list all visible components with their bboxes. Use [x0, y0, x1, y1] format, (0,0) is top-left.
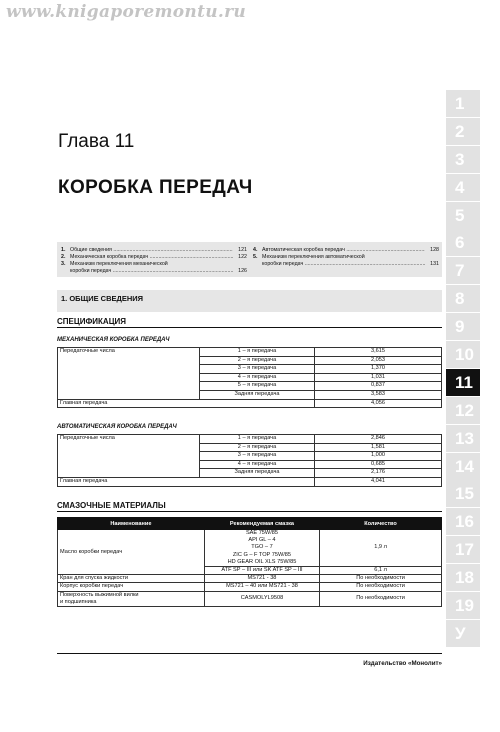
chapter-tab[interactable]: 8 [446, 285, 480, 312]
toc-title: Механическая коробка передач [70, 254, 149, 260]
lubricant-quantity: 6,1 л [320, 567, 442, 575]
chapter-tab-active[interactable]: 11 [446, 369, 480, 396]
value-cell: 2,846 [315, 435, 442, 444]
toc-item[interactable] [61, 261, 247, 268]
section-header [57, 290, 442, 312]
chapter-tab[interactable]: 10 [446, 341, 480, 368]
grade-line: TGO – 7 [251, 544, 273, 551]
toc-page: 121 [238, 247, 247, 253]
toc-page: 128 [430, 247, 439, 253]
ratio-label: Передаточные числа [58, 348, 200, 400]
ratio-label: Передаточные числа [58, 435, 200, 478]
table-row [58, 348, 442, 357]
toc-title: Механизм переключения автоматической [262, 254, 365, 260]
value-cell: 1,370 [315, 365, 442, 374]
gear-cell: 3 – я передача [200, 452, 315, 461]
column-header: Наименование [58, 518, 205, 530]
table-row [58, 435, 442, 444]
toc-column-right [253, 247, 439, 268]
chapter-tab[interactable]: 5 [446, 202, 480, 229]
chapter-tab[interactable]: 4 [446, 174, 480, 201]
value-cell: 2,176 [315, 469, 442, 478]
gear-cell: Задняя передача [200, 390, 315, 399]
toc-title: Механизм переключения механической [70, 261, 168, 267]
table-of-contents [57, 242, 442, 277]
grade-line: SAE 75W/85 [245, 530, 278, 536]
lubricant-name: Кран для спуска жидкости [58, 575, 205, 583]
column-header: Рекомендуемая смазка [204, 518, 319, 530]
toc-number: 1. [61, 247, 66, 253]
column-header: Количество [320, 518, 442, 530]
lubricant-grade: MS721 - 38 [204, 575, 319, 583]
table-row [58, 583, 442, 591]
chapter-tab[interactable]: 15 [446, 480, 480, 507]
gear-cell: 5 – я передача [200, 382, 315, 391]
toc-title: Общие сведения [70, 247, 112, 253]
value-cell: 3,583 [315, 390, 442, 399]
chapter-tab[interactable]: 7 [446, 257, 480, 284]
toc-page: 122 [238, 254, 247, 260]
main-gear-label: Главная передача [58, 477, 315, 486]
gear-cell: 1 – я передача [200, 348, 315, 357]
publisher: Издательство «Монолит» [363, 660, 442, 667]
toc-item[interactable] [253, 247, 439, 254]
manual-gearbox-caption: МЕХАНИЧЕСКАЯ КОРОБКА ПЕРЕДАЧ [57, 337, 170, 343]
chapter-tab[interactable]: 3 [446, 146, 480, 173]
gear-cell: 2 – я передача [200, 356, 315, 365]
table-row [58, 591, 442, 606]
toc-number: 4. [253, 247, 258, 253]
chapter-tab[interactable]: 12 [446, 397, 480, 424]
toc-title-continued: коробки передач [262, 261, 304, 267]
name-line: и подшипника [60, 598, 97, 605]
toc-number: 3. [61, 261, 66, 267]
lubricant-quantity: По необходимости [320, 583, 442, 591]
gear-cell: 1 – я передача [200, 435, 315, 444]
value-cell: 1,000 [315, 452, 442, 461]
chapter-tab[interactable]: 19 [446, 592, 480, 619]
chapter-tab[interactable]: 16 [446, 508, 480, 535]
table-header-row [58, 518, 442, 530]
value-cell: 3,615 [315, 348, 442, 357]
toc-item[interactable] [61, 247, 247, 254]
manual-gearbox-table [57, 347, 442, 408]
value-cell: 1,031 [315, 373, 442, 382]
chapter-title: КОРОБКА ПЕРЕДАЧ [58, 177, 253, 198]
automatic-gearbox-caption: АВТОМАТИЧЕСКАЯ КОРОБКА ПЕРЕДАЧ [57, 424, 177, 430]
gear-cell: 4 – я передача [200, 373, 315, 382]
toc-page: 131 [430, 261, 439, 267]
chapter-tab[interactable]: 14 [446, 453, 480, 480]
specification-heading: СПЕЦИФИКАЦИЯ [57, 317, 442, 328]
chapter-tab[interactable]: 13 [446, 425, 480, 452]
gear-cell: Задняя передача [200, 469, 315, 478]
lubricant-grade [204, 530, 319, 567]
toc-item[interactable] [253, 254, 439, 261]
table-row [58, 575, 442, 583]
chapter-label: Глава 11 [58, 131, 135, 152]
gear-cell: 2 – я передача [200, 443, 315, 452]
grade-line: HD GEAR OIL XLS 75W/85 [227, 558, 297, 565]
value-cell: 4,056 [315, 399, 442, 408]
toc-item-continued[interactable] [253, 261, 439, 268]
chapter-tab[interactable]: 1 [446, 90, 480, 117]
grade-line: API GL – 4 [248, 537, 276, 544]
lubricants-heading: СМАЗОЧНЫЕ МАТЕРИАЛЫ [57, 501, 442, 512]
value-cell: 0,685 [315, 460, 442, 469]
chapter-tab[interactable]: 6 [446, 229, 480, 256]
chapter-tab[interactable]: 9 [446, 313, 480, 340]
toc-column-left [61, 247, 247, 275]
gear-cell: 3 – я передача [200, 365, 315, 374]
chapter-tabs [446, 90, 480, 648]
toc-number: 5. [253, 254, 258, 260]
footer-divider [57, 653, 442, 654]
toc-title: Автоматическая коробка передач [262, 247, 345, 253]
lubricant-name: Корпус коробки передач [58, 583, 205, 591]
toc-number: 2. [61, 254, 66, 260]
lubricant-name: Масло коробки передач [58, 530, 205, 575]
chapter-tab[interactable]: 18 [446, 564, 480, 591]
chapter-tab[interactable]: 17 [446, 536, 480, 563]
table-row [58, 530, 442, 567]
value-cell: 4,041 [315, 477, 442, 486]
toc-title-continued: коробки передач [70, 268, 112, 274]
lubricants-table [57, 517, 442, 607]
lubricant-quantity: По необходимости [320, 575, 442, 583]
chapter-tab[interactable]: 2 [446, 118, 480, 145]
lubricant-quantity: 1,9 л [320, 530, 442, 567]
name-line: Поверхность выжимной вилки [60, 591, 139, 598]
lubricant-quantity: По необходимости [320, 591, 442, 606]
toc-item-continued[interactable] [61, 268, 247, 275]
grade-line: ZIC G – F TOP 75W/85 [232, 551, 292, 558]
watermark: www.knigaporemontu.ru [6, 2, 247, 22]
lubricant-grade: ATF SP – III или SK ATF SP – III [204, 567, 319, 575]
table-row [58, 477, 442, 486]
automatic-gearbox-table [57, 434, 442, 487]
value-cell: 1,581 [315, 443, 442, 452]
toc-item[interactable] [61, 254, 247, 261]
lubricant-name [58, 591, 205, 606]
lubricant-grade: MS721 – 40 или MS721 - 38 [204, 583, 319, 591]
section-title: 1. ОБЩИЕ СВЕДЕНИЯ [61, 294, 144, 303]
chapter-tab[interactable]: У [446, 620, 480, 647]
table-row [58, 399, 442, 408]
toc-page: 126 [238, 268, 247, 274]
value-cell: 0,837 [315, 382, 442, 391]
lubricant-grade: CASMOLYL9508 [204, 591, 319, 606]
main-gear-label: Главная передача [58, 399, 315, 408]
value-cell: 2,053 [315, 356, 442, 365]
gear-cell: 4 – я передача [200, 460, 315, 469]
